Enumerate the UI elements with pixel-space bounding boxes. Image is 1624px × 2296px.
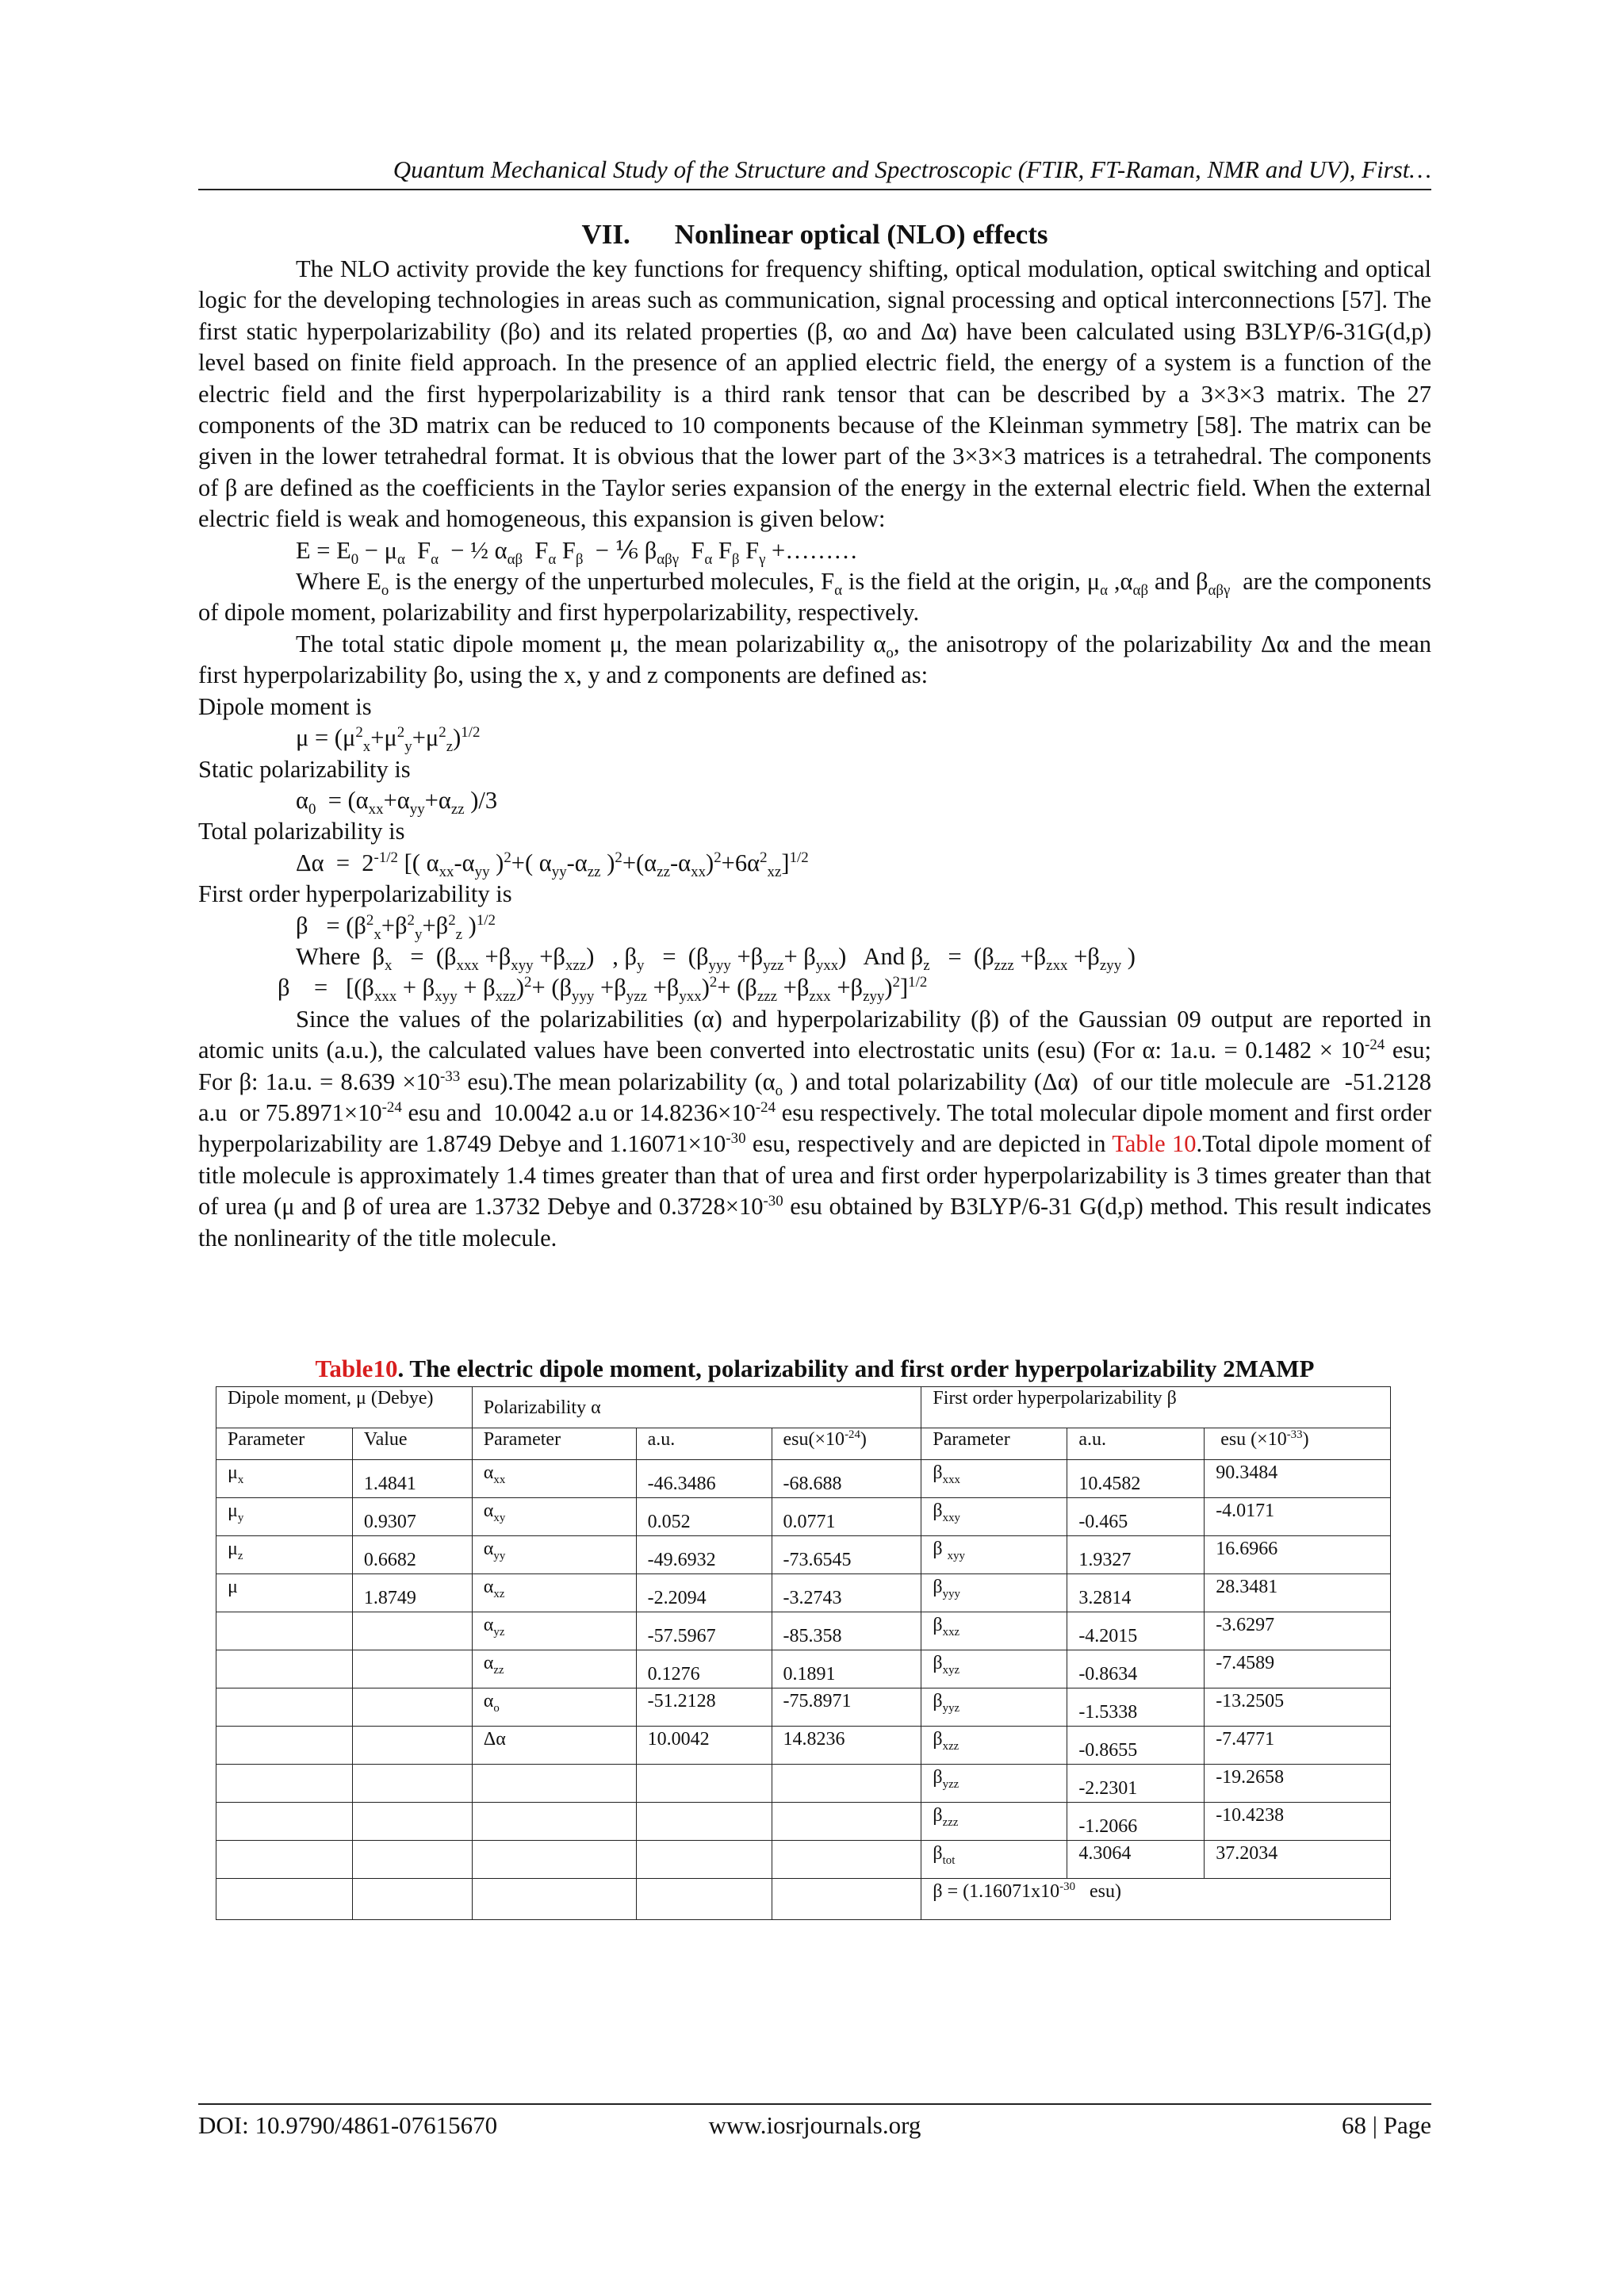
nlo-table (216, 1386, 1391, 1920)
table-row (216, 1727, 1391, 1765)
dipole-value (352, 1803, 472, 1841)
table-row (216, 1460, 1391, 1498)
hyperpolarizability-parameter (921, 1460, 1067, 1498)
parameter-symbol: β (933, 1462, 943, 1483)
polarizability-parameter (472, 1612, 636, 1650)
hyperpolarizability-au: -4.2015 (1067, 1612, 1205, 1650)
col-value: Value (352, 1428, 472, 1460)
parameter-subscript: xz (493, 1587, 505, 1600)
parameter-symbol: β (933, 1843, 943, 1864)
empty-cell (636, 1879, 772, 1920)
dipole-parameter (216, 1803, 353, 1841)
parameter-subscript: xx (493, 1473, 506, 1486)
beta-total-esu: $\beta = (1.16071x10^{-30}$ esu) (921, 1879, 1391, 1920)
label-static: Static polarizability is (198, 755, 411, 783)
dipole-parameter (216, 1727, 353, 1765)
paragraph-intro: The NLO activity provide the key functions for frequency shifting, optical modulation, optical switching and optical logic for the developing technologies in areas such as communication, signal processing and optical interconnections [57]. The first static hyperpolarizability (βo) and its related properties (β, αo and Δα) have been calculated using B3LYP/6-31G(d,p) level based on finite field approach. In the presence of an applied electric field, the energy of a system is a function of the electric field and the first hyperpolarizability is a third rank tensor that can be described by a 3×3×3 matrix. The 27 components of the 3D matrix can be reduced to 10 components because of the Kleinman symmetry [58]. The matrix can be given in the lower tetrahedral format. It is obvious that the lower part of the 3×3×3 matrices is a tetrahedral. The components of β are defined as the coefficients in the Taylor series expansion of the energy in the external electric field. When the external electric field is weak and homogeneous, this expansion is given below: (198, 255, 1431, 533)
parameter-symbol: α (483, 1615, 494, 1635)
hyperpolarizability-au: -0.8655 (1067, 1727, 1205, 1765)
hyperpolarizability-esu: -7.4589 (1205, 1650, 1391, 1688)
hyperpolarizability-au: -0.8634 (1067, 1650, 1205, 1688)
label-total: Total polarizability is (198, 818, 405, 845)
hyperpolarizability-parameter (921, 1841, 1067, 1879)
parameter-symbol: β (933, 1615, 943, 1635)
parameter-subscript: xyz (942, 1663, 960, 1677)
dipole-value (352, 1727, 472, 1765)
parameter-symbol: μ (228, 1577, 238, 1597)
dipole-value (352, 1612, 472, 1650)
table-row (216, 1574, 1391, 1612)
parameter-symbol: β (933, 1767, 943, 1788)
hyperpolarizability-esu: 28.3481 (1205, 1574, 1391, 1612)
polarizability-au: -2.2094 (636, 1574, 772, 1612)
beta-equation: $\beta = (\beta^2_x+\beta^2_y+\beta^2_z$ )$^{1/2}$ (296, 911, 496, 943)
header-polarizability: Polarizability α (472, 1387, 921, 1428)
empty-cell (216, 1879, 353, 1920)
hyperpolarizability-esu: 90.3484 (1205, 1460, 1391, 1498)
parameter-symbol: α (483, 1539, 494, 1559)
table-row (216, 1765, 1391, 1803)
table-caption (198, 1355, 1431, 1383)
polarizability-esu (772, 1803, 921, 1841)
dipole-parameter (216, 1841, 353, 1879)
parameter-symbol: α (483, 1691, 494, 1711)
table-row (216, 1803, 1391, 1841)
polarizability-au: -46.3486 (636, 1460, 772, 1498)
header-rule (198, 189, 1431, 190)
parameter-subscript: tot (942, 1853, 956, 1867)
polarizability-parameter (472, 1650, 636, 1688)
hyperpolarizability-parameter (921, 1574, 1067, 1612)
table-row (216, 1498, 1391, 1536)
table-caption-text: . The electric dipole moment, polarizability and first order hyperpolarizability 2MAMP (397, 1355, 1315, 1382)
polarizability-au: -57.5967 (636, 1612, 772, 1650)
polarizability-esu: 0.0771 (772, 1498, 921, 1536)
polarizability-esu: -73.6545 (772, 1536, 921, 1574)
parameter-symbol: β (933, 1691, 943, 1711)
parameter-symbol: α (483, 1653, 494, 1673)
hyperpolarizability-parameter (921, 1803, 1067, 1841)
label-first: First order hyperpolarizability is (198, 880, 512, 908)
polarizability-parameter (472, 1765, 636, 1803)
label-dipole: Dipole moment is (198, 692, 372, 720)
beta-full-equation: β = $[(\beta_{xxx} + \beta_{xyy} + \beta_{xzz})^2+ (\beta_{yyy} +\beta_{yzz} +\beta_{yxx})^2+ (\beta_{zzz} +\beta_{zxx} +\beta_{zyy})^2]^{1/2}$ (278, 974, 928, 1006)
hyperpolarizability-parameter (921, 1650, 1067, 1688)
parameter-subscript: o (493, 1701, 500, 1715)
hyperpolarizability-parameter (921, 1688, 1067, 1727)
empty-cell (472, 1879, 636, 1920)
dipole-parameter (216, 1498, 353, 1536)
hyperpolarizability-au: 4.3064 (1067, 1841, 1205, 1879)
polarizability-esu: -68.688 (772, 1460, 921, 1498)
hyperpolarizability-au: -1.2066 (1067, 1803, 1205, 1841)
table-row (216, 1688, 1391, 1727)
polarizability-au: 0.1276 (636, 1650, 772, 1688)
col-esu-hyper: esu $(\times 10^{-33})$ (1205, 1428, 1391, 1460)
dipole-value (352, 1841, 472, 1879)
parameter-subscript: yz (493, 1625, 505, 1639)
polarizability-au (636, 1765, 772, 1803)
parameter-symbol: μ (228, 1539, 238, 1559)
polarizability-esu: -75.8971 (772, 1688, 921, 1727)
footer-page-number: 68 | Page (1342, 2111, 1431, 2139)
polarizability-esu: 0.1891 (772, 1650, 921, 1688)
dipole-value: 1.4841 (352, 1460, 472, 1498)
parameter-symbol: μ (228, 1462, 238, 1483)
parameter-subscript: x (237, 1473, 244, 1486)
header-dipole: Dipole moment, μ (Debye) (216, 1387, 473, 1428)
parameter-subscript: yyz (942, 1701, 960, 1715)
col-esu-polar: $esu(\times 10^{-24})$ (772, 1428, 921, 1460)
parameter-symbol: β (933, 1539, 948, 1559)
dipole-parameter (216, 1574, 353, 1612)
parameter-symbol: α (483, 1577, 494, 1597)
polarizability-esu: 14.8236 (772, 1727, 921, 1765)
paragraph-results: Since the values of the polarizabilities (α) and hyperpolarizability (β) of the Gaussian 09 output are reported in atomic units (a.u.), the calculated values have been converted into electrostatic units (esu) (For α: 1a.u. = $0.1482 \times 10^{-24}$ esu; For β: 1a.u. = $8.639 \times 10^{-33}$ esu).The mean polarizability ($\alpha_o$ ) and total polarizability (Δα) of our title molecule are -51.2128 a.u or $75.8971\times 10^{-24}$ esu and 10.0042 a.u or $14.8236\times 10^{-24}$ esu respectively. The total molecular dipole moment and first order hyperpolarizability are 1.8749 Debye and $1.16071\times 10^{-30}$ esu, respectively and are depicted in Table 10.Total dipole moment of title molecule is approximately 1.4 times greater than that of urea and first order hyperpolarizability is 3 times greater than that of urea (μ and β of urea are 1.3732 Debye and $0.3728\times 10^{-30}$ esu obtained by B3LYP/6-31 G(d,p) method. This result indicates the nonlinearity of the title molecule. (198, 1005, 1431, 1251)
hyperpolarizability-esu: 37.2034 (1205, 1841, 1391, 1879)
section-number: VII. (581, 219, 630, 250)
polarizability-esu (772, 1841, 921, 1879)
header-hyperpolarizability: First order hyperpolarizability β (921, 1387, 1391, 1428)
parameter-symbol: Δα (483, 1729, 506, 1750)
footer-rule (198, 2103, 1431, 2105)
parameter-subscript: xxy (942, 1511, 960, 1524)
dipole-value: 0.6682 (352, 1536, 472, 1574)
hyperpolarizability-esu: -13.2505 (1205, 1688, 1391, 1727)
polarizability-parameter (472, 1803, 636, 1841)
table-row (216, 1650, 1391, 1688)
hyperpolarizability-au: 3.2814 (1067, 1574, 1205, 1612)
polarizability-au: -49.6932 (636, 1536, 772, 1574)
section-title: Nonlinear optical (NLO) effects (674, 219, 1048, 250)
footer-doi: DOI: 10.9790/4861-07615670 (198, 2111, 498, 2139)
parameter-subscript: yyy (942, 1587, 960, 1600)
parameter-symbol: β (933, 1805, 943, 1826)
dipole-value (352, 1765, 472, 1803)
hyperpolarizability-esu: -7.4771 (1205, 1727, 1391, 1765)
hyperpolarizability-au: -1.5338 (1067, 1688, 1205, 1727)
dipole-parameter (216, 1612, 353, 1650)
total-equation: $\Delta\alpha = 2^{-1/2}$ [( $\alpha_{xx}-\alpha_{yy}$ )$^2$+( $\alpha_{yy}-\alpha_{zz}$ )$^2+(\alpha_{zz}-\alpha_{xx})^2+6\alpha^2_{xz}]^{1/2}$ (296, 849, 809, 880)
hyperpolarizability-esu: -4.0171 (1205, 1498, 1391, 1536)
hyperpolarizability-parameter (921, 1498, 1067, 1536)
col-au: a.u. (636, 1428, 772, 1460)
polarizability-au: 10.0042 (636, 1727, 772, 1765)
section-heading (198, 219, 1431, 251)
beta-components-equation: Where $\beta_x = (\beta_{xxx} +\beta_{xyy} +\beta_{xzz})$ , $\beta_y = (\beta_{yyy} +\beta_{yzz}+ \beta_{yxx})$ And $\beta_z = (\beta_{zzz} +\beta_{zxx} +\beta_{zyy}$ ) (296, 942, 1136, 975)
col-parameter: Parameter (216, 1428, 353, 1460)
dipole-parameter (216, 1460, 353, 1498)
hyperpolarizability-esu: -19.2658 (1205, 1765, 1391, 1803)
parameter-subscript: y (237, 1511, 244, 1524)
hyperpolarizability-au: -0.465 (1067, 1498, 1205, 1536)
dipole-value: 1.8749 (352, 1574, 472, 1612)
polarizability-esu: -85.358 (772, 1612, 921, 1650)
running-head: Quantum Mechanical Study of the Structure and Spectroscopic (FTIR, FT-Raman, NMR and UV), First… (393, 155, 1431, 183)
dipole-parameter (216, 1688, 353, 1727)
hyperpolarizability-parameter (921, 1727, 1067, 1765)
parameter-subscript: zzz (942, 1815, 959, 1829)
parameter-symbol: β (933, 1501, 943, 1521)
parameter-subscript: yy (493, 1549, 506, 1562)
dipole-parameter (216, 1650, 353, 1688)
hyperpolarizability-esu: 16.6966 (1205, 1536, 1391, 1574)
hyperpolarizability-esu: -10.4238 (1205, 1803, 1391, 1841)
polarizability-parameter (472, 1574, 636, 1612)
polarizability-parameter (472, 1498, 636, 1536)
dipole-parameter (216, 1765, 353, 1803)
col-parameter: Parameter (921, 1428, 1067, 1460)
polarizability-parameter (472, 1688, 636, 1727)
polarizability-au: -51.2128 (636, 1688, 772, 1727)
parameter-subscript: xxx (942, 1473, 960, 1486)
table-reference-link[interactable]: Table 10 (1112, 1130, 1197, 1158)
table-row-total (216, 1879, 1391, 1920)
hyperpolarizability-parameter (921, 1765, 1067, 1803)
col-au: a.u. (1067, 1428, 1205, 1460)
parameter-symbol: β (933, 1729, 943, 1750)
empty-cell (772, 1879, 921, 1920)
empty-cell (352, 1879, 472, 1920)
paragraph-where: Where $E_o$ is the energy of the unperturbed molecules, $F_\alpha$ is the field at the origin, $\mu_\alpha$ $,\alpha_{\alpha\beta}$ and $\beta_{\alpha\beta\gamma}$ are the components of dipole moment, polarizability and first hyperpolarizability, respectively. (198, 568, 1432, 627)
hyperpolarizability-esu: -3.6297 (1205, 1612, 1391, 1650)
table-row (216, 1536, 1391, 1574)
parameter-subscript: xzz (942, 1739, 959, 1753)
polarizability-esu (772, 1765, 921, 1803)
dipole-parameter (216, 1536, 353, 1574)
footer-website[interactable]: www.iosrjournals.org (708, 2111, 921, 2139)
parameter-subscript: xyy (947, 1549, 965, 1562)
parameter-subscript: xxz (942, 1625, 960, 1639)
hyperpolarizability-au: 1.9327 (1067, 1536, 1205, 1574)
parameter-symbol: β (933, 1653, 943, 1673)
polarizability-au (636, 1803, 772, 1841)
polarizability-au (636, 1841, 772, 1879)
dipole-value (352, 1650, 472, 1688)
hyperpolarizability-parameter (921, 1612, 1067, 1650)
energy-equation: $E = E_0 - \mu_\alpha$ $F_\alpha$ − ½ $\alpha_{\alpha\beta}$ $F_\alpha$ $F_\beta$ − ⅙ $\beta_{\alpha\beta\gamma}$ $F_\alpha$ $F_\beta$ $F_\gamma$ +……… (296, 536, 858, 568)
hyperpolarizability-parameter (921, 1536, 1067, 1574)
dipole-value (352, 1688, 472, 1727)
parameter-subscript: zz (493, 1663, 504, 1677)
body-text (198, 254, 1431, 1254)
parameter-symbol: μ (228, 1501, 238, 1521)
parameter-subscript: xy (493, 1511, 506, 1524)
table-row (216, 1612, 1391, 1650)
polarizability-parameter (472, 1460, 636, 1498)
table-label: Table10 (315, 1355, 398, 1382)
polarizability-parameter (472, 1536, 636, 1574)
table-row (216, 1841, 1391, 1879)
parameter-subscript: yzz (942, 1777, 959, 1791)
polarizability-esu: -3.2743 (772, 1574, 921, 1612)
dipole-equation: $\mu = (\mu^2_x+\mu^2_y+\mu^2_z)^{1/2}$ (296, 723, 481, 756)
parameter-subscript: z (237, 1549, 243, 1562)
parameter-symbol: β (933, 1577, 943, 1597)
polarizability-parameter (472, 1727, 636, 1765)
static-equation: $\alpha_0 = (\alpha_{xx}+\alpha_{yy}+\alpha_{zz}$ )/3 (296, 786, 498, 818)
hyperpolarizability-au: -2.2301 (1067, 1765, 1205, 1803)
paragraph-total: The total static dipole moment μ, the mean polarizability $\alpha_o$, the anisotropy of the polarizability Δα and the mean first hyperpolarizability βo, using the x, y and z components are defined as: (198, 630, 1431, 689)
parameter-symbol: α (483, 1501, 494, 1521)
dipole-value: 0.9307 (352, 1498, 472, 1536)
polarizability-au: 0.052 (636, 1498, 772, 1536)
col-parameter: Parameter (472, 1428, 636, 1460)
parameter-symbol: α (483, 1462, 494, 1483)
hyperpolarizability-au: 10.4582 (1067, 1460, 1205, 1498)
polarizability-parameter (472, 1841, 636, 1879)
